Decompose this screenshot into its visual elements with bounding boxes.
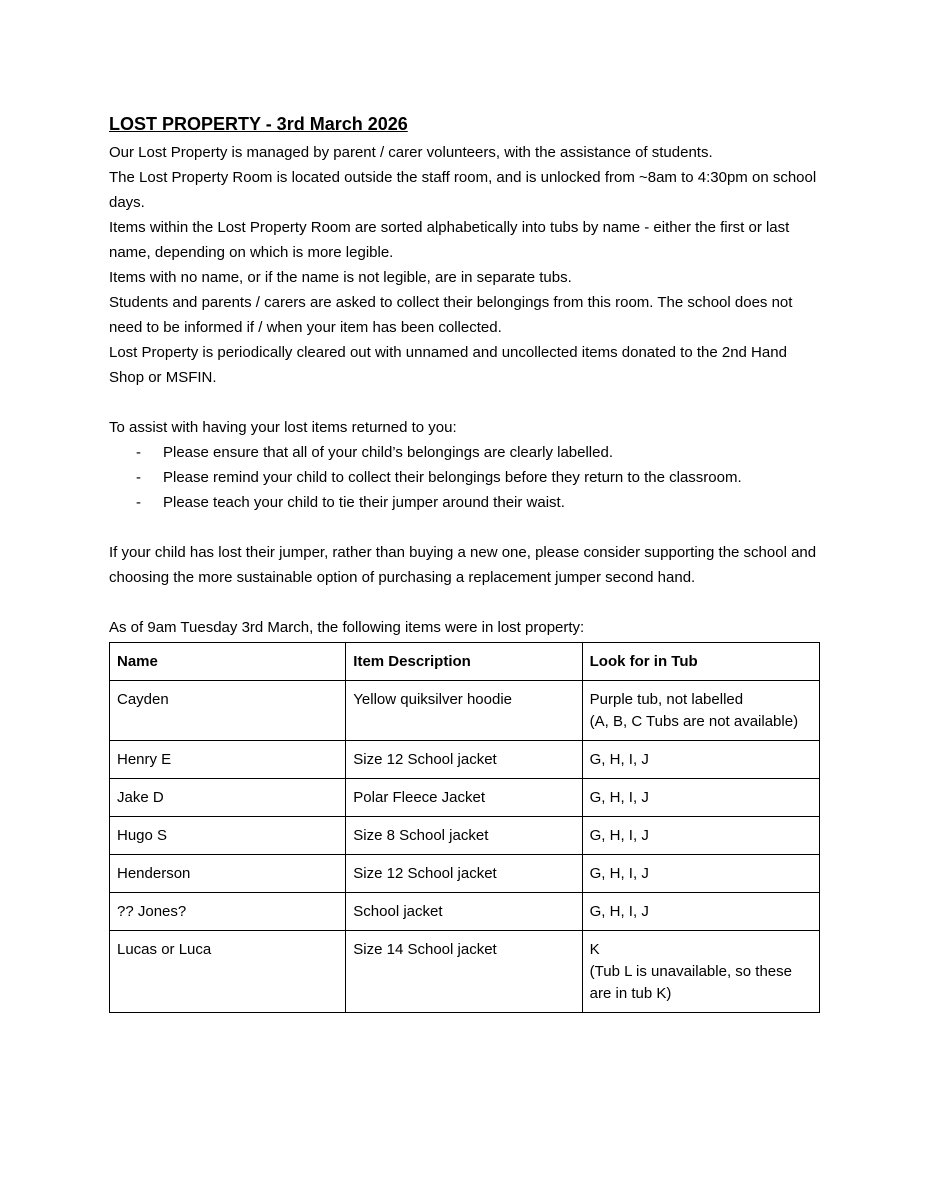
table-row: [110, 779, 820, 817]
cell-name: Henderson: [110, 855, 346, 893]
cell-name: Henry E: [110, 741, 346, 779]
cell-name: Lucas or Luca: [110, 931, 346, 1013]
dash-bullet: -: [136, 444, 141, 461]
cell-item: Polar Fleece Jacket: [346, 779, 582, 817]
tub-note: (Tub L is unavailable, so these are in tub K): [589, 963, 792, 1002]
tips-list: [109, 440, 821, 515]
cell-name: Cayden: [110, 681, 346, 741]
tub-line: Purple tub, not labelled: [589, 691, 744, 708]
lost-property-table: [109, 642, 820, 1013]
header-look-for-in-tub: Look for in Tub: [582, 643, 819, 681]
dash-bullet: -: [136, 494, 141, 511]
cell-item: Yellow quiksilver hoodie: [346, 681, 582, 741]
cell-tub: [582, 855, 819, 893]
spacer: [109, 590, 821, 615]
document-page: [109, 112, 821, 1013]
cell-tub: [582, 681, 819, 741]
cell-name: ?? Jones?: [110, 893, 346, 931]
intro-paragraph-2: The Lost Property Room is located outside the staff room, and is unlocked from ~8am to 4:30pm on school days.: [109, 169, 817, 211]
cell-tub: [582, 931, 819, 1013]
cell-item: Size 12 School jacket: [346, 855, 582, 893]
table-row: [110, 893, 820, 931]
cell-item: Size 8 School jacket: [346, 817, 582, 855]
cell-tub: [582, 817, 819, 855]
tip-item: [109, 465, 821, 490]
intro-paragraph-3: Items within the Lost Property Room are sorted alphabetically into tubs by name - either the first or last name, depending on which is more legible.: [109, 219, 790, 261]
tub-line: G, H, I, J: [589, 789, 649, 806]
cell-item: Size 12 School jacket: [346, 741, 582, 779]
table-row: [110, 817, 820, 855]
cell-tub: [582, 779, 819, 817]
table-row: [110, 855, 820, 893]
tub-note: (A, B, C Tubs are not available): [589, 713, 799, 730]
tub-line: G, H, I, J: [589, 827, 649, 844]
table-header-row: [110, 643, 820, 681]
cell-tub: [582, 741, 819, 779]
dash-bullet: -: [136, 469, 141, 486]
jumper-paragraph: If your child has lost their jumper, rather than buying a new one, please consider supporting the school and choosing the more sustainable option of purchasing a replacement jumper second hand.: [109, 544, 817, 586]
header-item-description: Item Description: [346, 643, 582, 681]
tub-line: G, H, I, J: [589, 865, 649, 882]
cell-item: School jacket: [346, 893, 582, 931]
spacer: [109, 515, 821, 540]
tub-line: G, H, I, J: [589, 903, 649, 920]
tip-text: Please ensure that all of your child’s belongings are clearly labelled.: [163, 444, 613, 461]
cell-name: Jake D: [110, 779, 346, 817]
intro-paragraph-6: Lost Property is periodically cleared out with unnamed and uncollected items donated to the 2nd Hand Shop or MSFIN.: [109, 344, 787, 386]
tub-line: K: [589, 941, 600, 958]
tip-item: [109, 440, 821, 465]
cell-name: Hugo S: [110, 817, 346, 855]
tip-item: [109, 490, 821, 515]
tip-text: Please teach your child to tie their jumper around their waist.: [163, 494, 565, 511]
table-intro: As of 9am Tuesday 3rd March, the following items were in lost property:: [109, 619, 585, 636]
cell-item: Size 14 School jacket: [346, 931, 582, 1013]
intro-paragraph-4: Items with no name, or if the name is not legible, are in separate tubs.: [109, 269, 572, 286]
tip-text: Please remind your child to collect their belongings before they return to the classroom.: [163, 469, 742, 486]
table-row: [110, 681, 820, 741]
intro-paragraph-5: Students and parents / carers are asked to collect their belongings from this room. The school does not need to be informed if / when your item has been collected.: [109, 294, 793, 336]
spacer: [109, 390, 821, 415]
header-name: Name: [110, 643, 346, 681]
table-row: [110, 741, 820, 779]
intro-paragraph-1: Our Lost Property is managed by parent / carer volunteers, with the assistance of students.: [109, 144, 713, 161]
assist-heading: To assist with having your lost items returned to you:: [109, 419, 457, 436]
document-title: LOST PROPERTY - 3rd March 2026: [109, 114, 408, 134]
table-row: [110, 931, 820, 1013]
tub-line: G, H, I, J: [589, 751, 649, 768]
cell-tub: [582, 893, 819, 931]
